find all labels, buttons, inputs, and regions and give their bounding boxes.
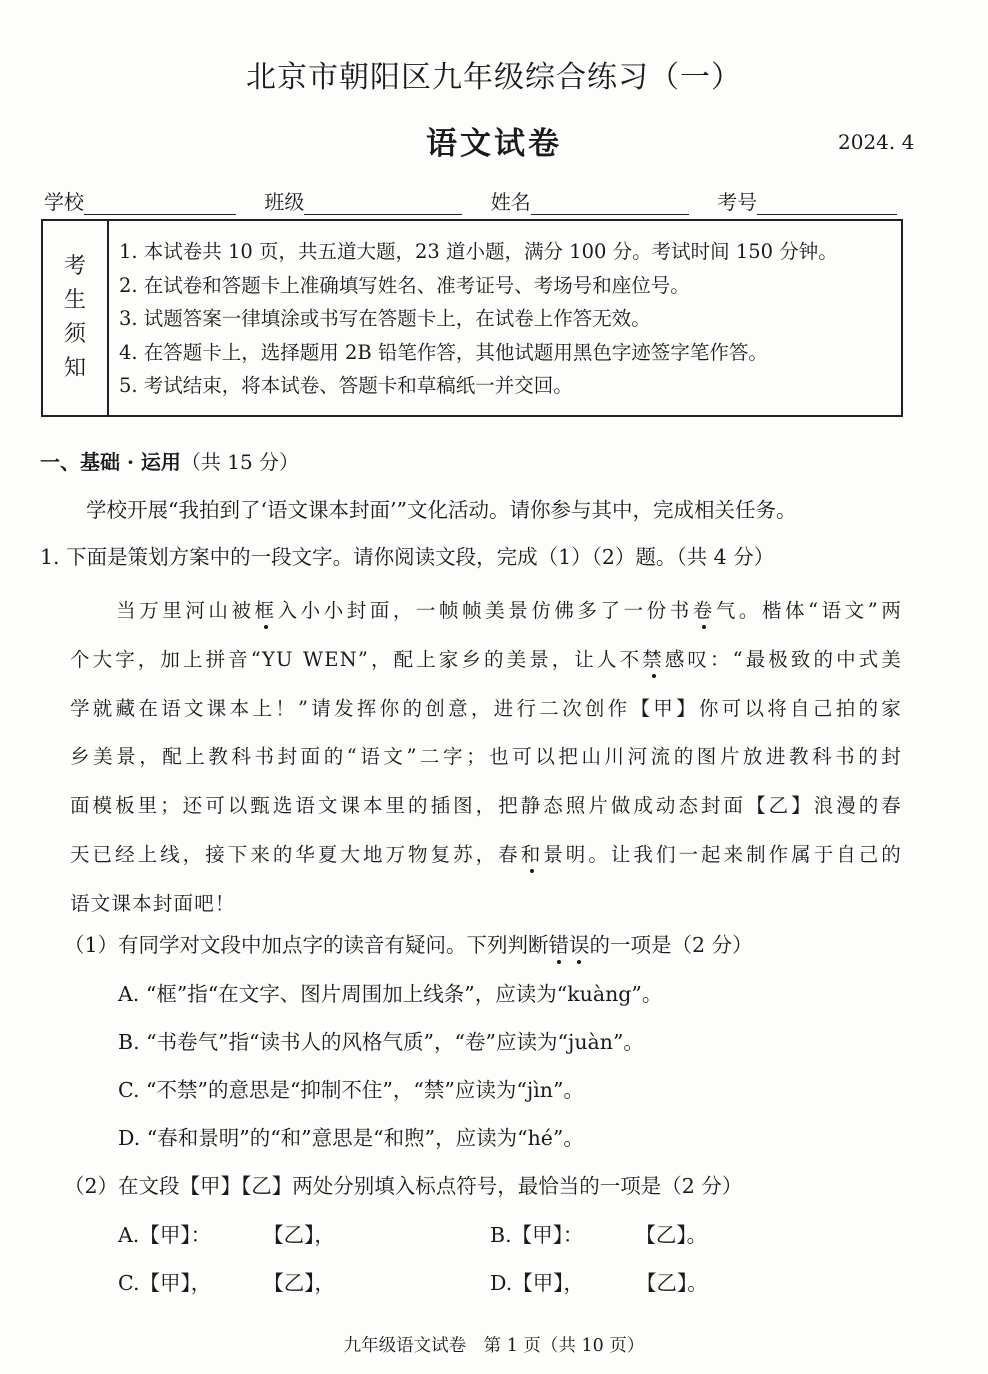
option-a[interactable]: A. “框”指“在文字、图片周围加上线条”，应读为“kuàng”。 <box>118 982 663 1006</box>
dotted-char: 错 <box>548 933 570 957</box>
notice-items <box>109 221 838 415</box>
passage-line: 个大字，加上拼音“YU WEN”，配上家乡的美景，让人不禁感叹：“最极致的中式美 <box>70 647 903 671</box>
page-footer: 九年级语文试卷 第 1 页（共 10 页） <box>343 1336 645 1356</box>
option-d[interactable]: D. “春和景明”的“和”意思是“和煦”，应读为“hé”。 <box>118 1126 584 1150</box>
notice-label-char: 考 <box>63 254 86 279</box>
subquestion-2: （2）在文段【甲】【乙】两处分别填入标点符号，最恰当的一项是（2 分） <box>64 1174 743 1198</box>
passage-line: 面模板里；还可以甄选语文课本里的插图，把静态照片做成动态封面【乙】浪漫的春 <box>70 794 902 818</box>
field-label: 班级 <box>264 190 305 214</box>
option-b[interactable]: B. “书卷气”指“读书人的风格气质”，“卷”应读为“juàn”。 <box>118 1030 644 1054</box>
notice-item: 1. 本试卷共 10 页，共五道大题，23 道小题，满分 100 分。考试时间 150 分钟。 <box>119 240 838 263</box>
question-1-stem: 1. 下面是策划方案中的一段文字。请你阅读文段，完成（1）（2）题。（共 4 分） <box>40 545 775 569</box>
notice-label-char: 知 <box>63 356 86 381</box>
passage-line: 学就藏在语文课本上！”请发挥你的创意，进行二次创作【甲】你可以将自己拍的家 <box>70 696 902 720</box>
section-score: （共 15 分） <box>180 450 300 474</box>
option-c[interactable]: C. “不禁”的意思是“抑制不住”，“禁”应读为“jìn”。 <box>118 1078 584 1102</box>
blank-line <box>84 192 236 215</box>
notice-item: 2. 在试卷和答题卡上准确填写姓名、准考证号、考场号和座位号。 <box>119 273 690 297</box>
field-school[interactable] <box>44 186 236 215</box>
option-b[interactable]: B.【甲】： 【乙】。 <box>490 1223 708 1247</box>
exam-date: 2024. 4 <box>838 130 915 154</box>
dotted-char: 禁 <box>642 647 665 671</box>
notice-label <box>43 221 109 415</box>
passage-line: 天已经上线，接下来的华夏大地万物复苏，春和景明。让我们一起来制作属于自己的 <box>70 842 902 866</box>
notice-item: 5. 考试结束，将本试卷、答题卡和草稿纸一并交回。 <box>119 374 573 397</box>
student-info-fields <box>44 186 904 215</box>
passage-line: 语文课本封面吧！ <box>70 891 236 915</box>
blank-line <box>304 192 462 215</box>
field-label: 学校 <box>44 190 84 214</box>
field-label: 考号 <box>717 190 758 214</box>
option-c[interactable]: C.【甲】， 【乙】， <box>118 1271 335 1295</box>
passage-line: 当万里河山被框入小小封面，一帧帧美景仿佛多了一份书卷气。楷体“语文”两 <box>116 599 903 622</box>
notice-box <box>41 219 903 417</box>
exam-title: 北京市朝阳区九年级综合练习（一） <box>246 60 742 95</box>
notice-item: 4. 在答题卡上，选择题用 2B 铅笔作答，其他试题用黑色字迹签字笔作答。 <box>119 340 768 364</box>
section-intro: 学校开展“我拍到了‘语文课本封面’”文化活动。请你参与其中，完成相关任务。 <box>86 498 797 522</box>
notice-item: 3. 试题答案一律填涂或书写在答题卡上，在试卷上作答无效。 <box>119 307 651 330</box>
dotted-char: 和 <box>520 842 544 866</box>
dotted-char: 误 <box>569 933 590 957</box>
exam-subtitle: 语文试卷 <box>426 126 562 162</box>
dotted-char: 卷 <box>692 599 716 622</box>
subquestion-1: （1）有同学对文段中加点字的读音有疑问。下列判断错误的一项是（2 分） <box>64 933 753 957</box>
blank-line <box>531 192 689 215</box>
option-d[interactable]: D.【甲】， 【乙】。 <box>490 1271 708 1295</box>
field-name[interactable] <box>491 186 689 215</box>
notice-label-char: 须 <box>63 322 86 347</box>
field-exam-number[interactable] <box>717 186 897 215</box>
field-label: 姓名 <box>490 190 531 214</box>
section-heading: 一、基础 · 运用（共 15 分） <box>40 450 300 474</box>
blank-line <box>757 192 897 215</box>
dotted-char: 框 <box>254 599 278 622</box>
notice-label-char: 生 <box>63 288 86 313</box>
question-1-passage <box>70 587 902 929</box>
field-class[interactable] <box>264 186 462 215</box>
option-a[interactable]: A.【甲】： 【乙】， <box>118 1223 335 1247</box>
passage-line: 乡美景，配上教科书封面的“语文”二字；也可以把山川河流的图片放进教科书的封 <box>70 745 902 769</box>
